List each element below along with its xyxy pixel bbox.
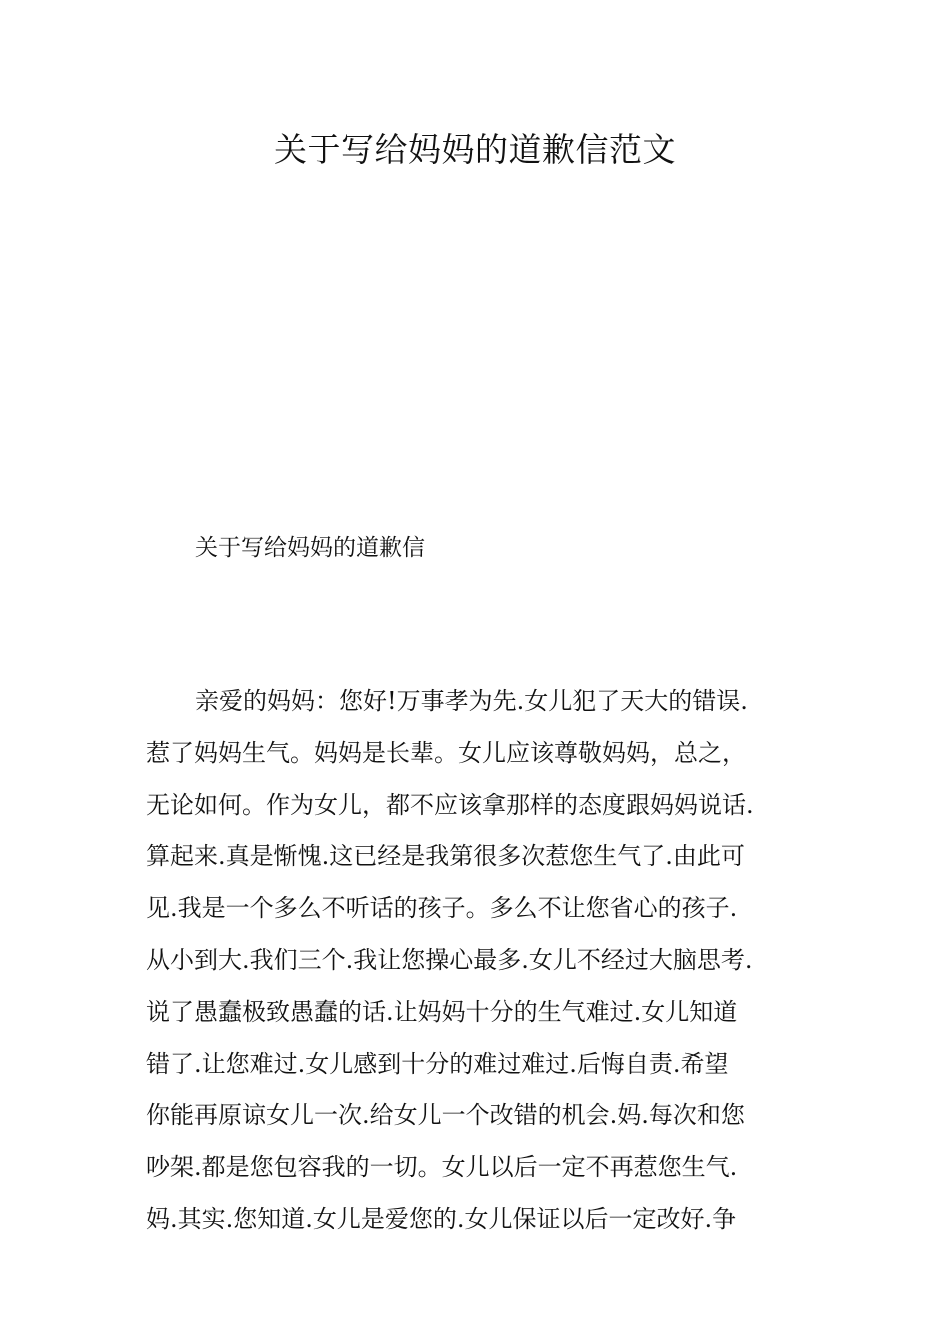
body-line: 妈.其实.您知道.女儿是爱您的.女儿保证以后一定改好.争: [146, 1204, 737, 1233]
letter-heading: 关于写给妈妈的道歉信: [195, 535, 425, 561]
body-line: 惹了妈妈生气。妈妈是长辈。女儿应该尊敬妈妈，总之，: [146, 738, 746, 767]
body-line: 见.我是一个多么不听话的孩子。多么不让您省心的孩子.: [146, 894, 738, 923]
body-line: 错了.让您难过.女儿感到十分的难过难过.后悔自责.希望: [146, 1049, 729, 1078]
body-line: 无论如何。作为女儿，都不应该拿那样的态度跟妈妈说话.: [146, 790, 754, 819]
document-title: 关于写给妈妈的道歉信范文: [274, 130, 676, 169]
letter-body: [146, 676, 826, 1246]
body-line: 算起来.真是惭愧.这已经是我第很多次惹您生气了.由此可: [146, 842, 745, 871]
body-line: 说了愚蠢极致愚蠢的话.让妈妈十分的生气难过.女儿知道: [146, 997, 738, 1026]
body-line: 你能再原谅女儿一次.给女儿一个改错的机会.妈.每次和您: [146, 1101, 745, 1130]
body-line: 亲爱的妈妈：您好!万事孝为先.女儿犯了天大的错误.: [195, 687, 748, 715]
body-line: 从小到大.我们三个.我让您操心最多.女儿不经过大脑思考.: [146, 945, 753, 974]
body-line: 吵架.都是您包容我的一切。女儿以后一定不再惹您生气.: [146, 1153, 738, 1182]
